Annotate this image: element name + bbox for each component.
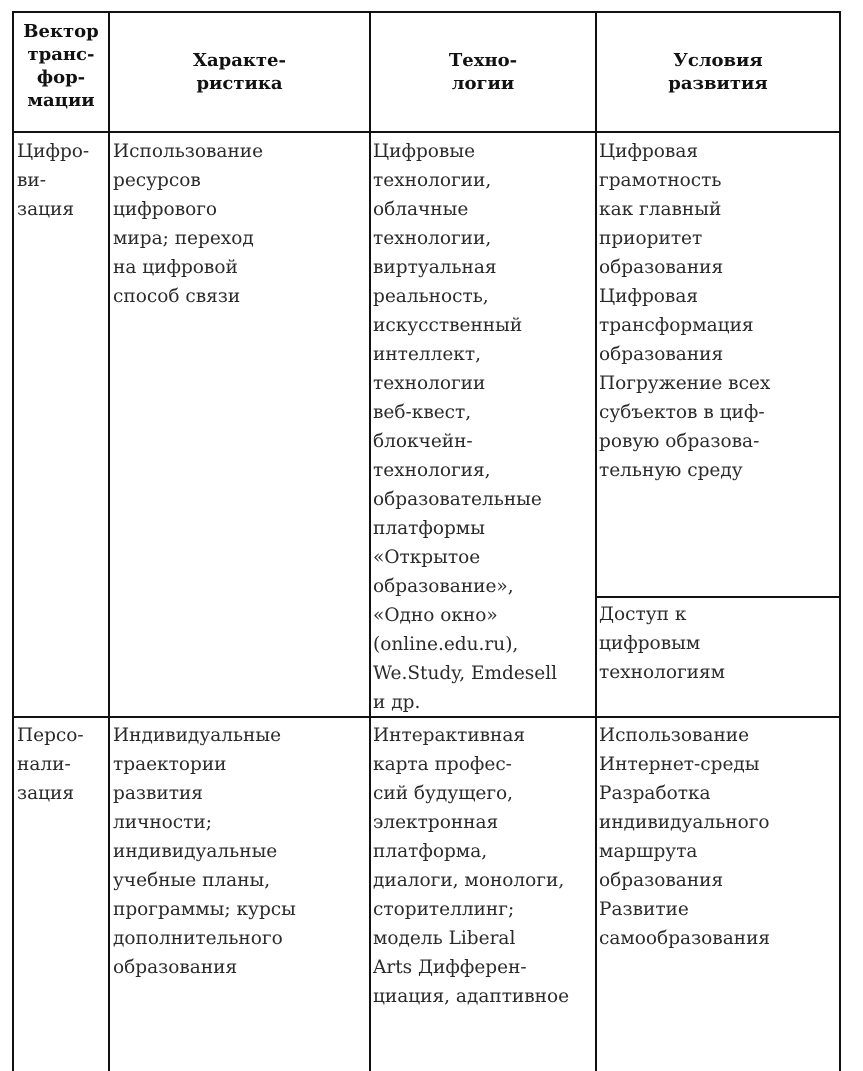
- column-divider-1: [108, 11, 110, 1071]
- cell-technologies: Цифровые технологии, облачные технологии, виртуальная реальность, искусственный интеллект, технологии веб-квест, блокчейн- технология, образовательные платформы «Открытое образование», «Одно окно» (online.edu.ru), We.Study, Emdesell и др.: [373, 141, 558, 713]
- cell-technologies: Интерактивная карта профес- сий будущего, электронная платформа, диалоги, монологи, сторителлинг; модель Liberal Arts Дифферен- циация, адаптивное: [373, 725, 570, 1007]
- conditions-split-divider: [596, 596, 841, 598]
- header-vector: Вектор транс- фор- мации: [23, 21, 99, 111]
- cell-characteristic: Использование ресурсов цифрового мира; переход на цифровой способ связи: [113, 141, 264, 307]
- table-border-left: [12, 11, 14, 1071]
- header-divider: [12, 131, 841, 133]
- header-conditions: Условия развития: [668, 50, 768, 94]
- cell-characteristic: Индивидуальные траектории развития личности; индивидуальные учебные планы, программы; курсы дополнительного образования: [113, 725, 296, 978]
- column-divider-2: [369, 11, 371, 1071]
- table-border-right: [839, 11, 841, 1071]
- cell-conditions: Доступ к цифровым технологиям: [599, 604, 726, 683]
- cell-conditions: Использование Интернет-среды Разработка индивидуального маршрута образования Развитие самообразования: [599, 725, 771, 949]
- table-border-top: [12, 11, 841, 13]
- cell-vector: Персо- нали- зация: [17, 725, 84, 804]
- cell-vector: Цифро- ви- зация: [17, 141, 90, 220]
- cell-conditions: Цифровая грамотность как главный приоритет образования Цифровая трансформация образования Погружение всех субъектов в циф- ровую образова- тельную среду: [599, 141, 771, 481]
- header-technologies: Техно- логии: [448, 50, 518, 94]
- header-characteristic: Характе- ристика: [193, 50, 286, 94]
- column-divider-3: [595, 11, 597, 1071]
